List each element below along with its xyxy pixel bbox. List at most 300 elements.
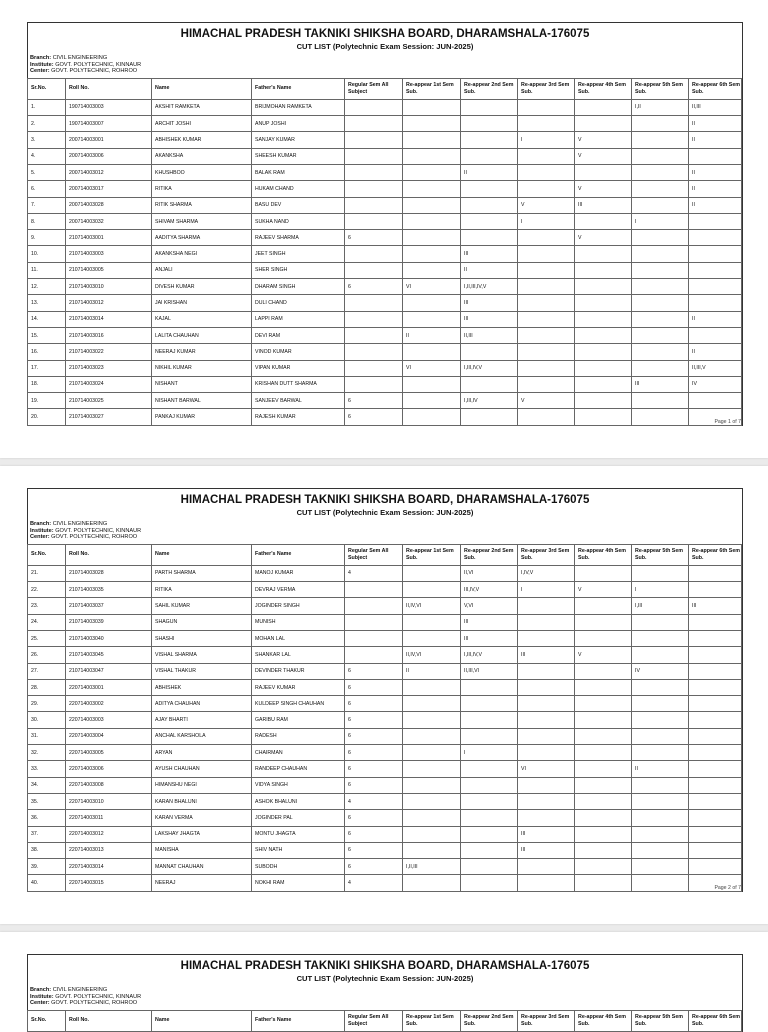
table-cell: IV [632,663,689,679]
table-row [28,728,742,744]
table-cell: 6 [345,745,403,761]
table-cell [689,230,742,246]
table-cell [403,148,461,164]
branch-line [30,521,742,528]
table-cell [575,793,632,809]
table-cell: DIVESH KUMAR [152,279,252,295]
table-cell [632,295,689,311]
table-cell: 14. [28,311,66,327]
table-cell: 7. [28,197,66,213]
table-cell [689,393,742,409]
table-cell: NOKHI RAM [252,875,345,891]
table-row [28,164,742,180]
table-cell [461,712,518,728]
table-cell [518,295,575,311]
table-cell: 220714003013 [66,842,152,858]
table-cell [403,164,461,180]
table-row [28,393,742,409]
column-header: Roll No. [66,1010,152,1031]
table-cell: 4. [28,148,66,164]
table-row [28,663,742,679]
table-cell [689,213,742,229]
table-cell: 210714003024 [66,376,152,392]
table-cell [575,295,632,311]
table-cell [518,745,575,761]
table-cell: RAJESH KUMAR [252,409,345,425]
table-cell: II [461,262,518,278]
table-cell: 210714003003 [66,246,152,262]
table-cell: 6 [345,393,403,409]
center-label: Center: [30,68,50,75]
table-cell [345,246,403,262]
table-cell [518,99,575,115]
center-value: GOVT. POLYTECHNIC, ROHROO [51,534,138,541]
table-cell: 6 [345,409,403,425]
table-cell: SHEESH KUMAR [252,148,345,164]
table-cell: 210714003037 [66,598,152,614]
table-cell: RITIKA [152,181,252,197]
table-cell: 34. [28,777,66,793]
table-cell [518,360,575,376]
table-cell: ABHISHEK [152,679,252,695]
page-2 [0,466,768,924]
table-cell [345,132,403,148]
table-cell [403,409,461,425]
table-cell [461,859,518,875]
table-cell: DULI CHAND [252,295,345,311]
table-cell [518,181,575,197]
column-header: Re-appear 6th Sem Sub. [689,544,742,565]
table-cell [403,116,461,132]
table-cell [632,810,689,826]
table-cell: VI [403,360,461,376]
table-row [28,761,742,777]
table-cell: 220714003008 [66,777,152,793]
table-cell: I [518,213,575,229]
center-line [30,1000,742,1007]
table-cell: 4 [345,793,403,809]
page-3 [0,932,768,1032]
table-cell [518,777,575,793]
table-cell: VISHAL SHARMA [152,647,252,663]
table-cell: DEVI RAM [252,327,345,343]
table-cell: ANJALI [152,262,252,278]
table-cell: 210714003012 [66,295,152,311]
table-cell: I,IV,V [518,565,575,581]
table-cell [632,344,689,360]
table-cell: HIMANSHU NEGI [152,777,252,793]
table-cell [575,810,632,826]
table-cell: VI [403,279,461,295]
table-cell: 6 [345,663,403,679]
table-cell [575,393,632,409]
table-cell [632,311,689,327]
table-cell [345,181,403,197]
column-header: Re-appear 4th Sem Sub. [575,544,632,565]
column-header: Father's Name [252,544,345,565]
table-body [28,565,742,891]
table-body [28,99,742,425]
table-cell: V [518,197,575,213]
table-cell [345,197,403,213]
table-cell: 210714003028 [66,565,152,581]
column-header: Re-appear 2nd Sem Sub. [461,1010,518,1031]
table-cell [632,630,689,646]
table-cell: 23. [28,598,66,614]
column-header: Re-appear 3rd Sem Sub. [518,544,575,565]
table-cell [518,164,575,180]
column-header: Re-appear 4th Sem Sub. [575,78,632,99]
table-cell: SHIV NATH [252,842,345,858]
table-cell: II [689,197,742,213]
column-header: Name [152,544,252,565]
table-cell [403,295,461,311]
table-cell: 200714003017 [66,181,152,197]
table-cell: 38. [28,842,66,858]
table-cell: 11. [28,262,66,278]
table-row [28,230,742,246]
board-title: HIMACHAL PRADESH TAKNIKI SHIKSHA BOARD, DHARAMSHALA-176075 [180,28,590,40]
table-cell [461,793,518,809]
table-cell: 6 [345,728,403,744]
table-cell [345,295,403,311]
table-cell [461,344,518,360]
table-cell: CHAIRMAN [252,745,345,761]
table-cell: JAI KRISHAN [152,295,252,311]
center-value: GOVT. POLYTECHNIC, ROHROO [51,1000,138,1007]
page-1 [0,0,768,458]
table-cell: 17. [28,360,66,376]
column-header: Re-appear 1st Sem Sub. [403,78,461,99]
table-cell [689,663,742,679]
table-cell: 6 [345,826,403,842]
table-cell [345,360,403,376]
column-header: Re-appear 3rd Sem Sub. [518,1010,575,1031]
table-cell: 220714003015 [66,875,152,891]
table-cell: RAJEEV SHARMA [252,230,345,246]
institute-line [30,528,742,535]
table-cell [461,230,518,246]
table-cell: I [518,132,575,148]
table-cell: SHAGUN [152,614,252,630]
table-cell [461,696,518,712]
table-row [28,745,742,761]
table-cell [461,777,518,793]
table-cell [575,246,632,262]
table-cell [689,565,742,581]
table-cell: I [461,745,518,761]
table-cell [403,696,461,712]
table-cell: 210714003022 [66,344,152,360]
table-cell: 28. [28,679,66,695]
table-cell: II [689,132,742,148]
table-cell [518,116,575,132]
table-cell: III,IV,V [461,582,518,598]
column-header: Re-appear 4th Sem Sub. [575,1010,632,1031]
table-cell [575,630,632,646]
table-cell [403,344,461,360]
table-cell: VISHAL THAKUR [152,663,252,679]
table-cell [461,116,518,132]
table-cell: SHER SINGH [252,262,345,278]
table-row [28,99,742,115]
table-row [28,598,742,614]
table-cell [403,262,461,278]
table-cell: V [575,647,632,663]
institute-value: GOVT. POLYTECHNIC, KINNAUR [55,527,142,534]
table-cell: KULDEEP SINGH CHAUHAN [252,696,345,712]
table-cell: 25. [28,630,66,646]
table-row [28,810,742,826]
table-cell: 210714003045 [66,647,152,663]
table-cell: 1. [28,99,66,115]
table-cell: I,III,IV,V [461,647,518,663]
branch-label: Branch: [30,987,52,993]
table-cell: II,VI [461,565,518,581]
table-cell [575,777,632,793]
table-cell: III [461,311,518,327]
table-cell [575,99,632,115]
table-cell [403,376,461,392]
table-cell: 210714003039 [66,614,152,630]
table-cell: 210714003035 [66,582,152,598]
column-header: Sr.No. [28,544,66,565]
table-cell: 40. [28,875,66,891]
table-cell: III [461,295,518,311]
table-cell: II,III,VI [461,663,518,679]
table-cell: 6 [345,761,403,777]
table-cell [403,99,461,115]
table-cell: 190714003003 [66,99,152,115]
table-cell: 15. [28,327,66,343]
table-cell: DEVRAJ VERMA [252,582,345,598]
column-header: Regular Sem All Subject [345,78,403,99]
table-cell [575,213,632,229]
table-cell [632,181,689,197]
table-cell [575,311,632,327]
table-cell [632,859,689,875]
table-cell: 26. [28,647,66,663]
table-cell: V,VI [461,598,518,614]
branch-line [30,987,742,994]
table-cell: III [632,376,689,392]
table-cell [518,279,575,295]
table-cell [575,376,632,392]
table-cell [689,246,742,262]
table-cell: ARCHIT JOSHI [152,116,252,132]
table-cell: III [461,630,518,646]
table-cell: NIKHIL KUMAR [152,360,252,376]
table-cell [575,327,632,343]
table-cell: RITIK SHARMA [152,197,252,213]
table-cell: 210714003005 [66,262,152,278]
center-value: GOVT. POLYTECHNIC, ROHROO [51,68,138,75]
table-cell [461,213,518,229]
column-header: Sr.No. [28,78,66,99]
table-cell: IV [689,376,742,392]
table-row [28,712,742,728]
table-cell: 8. [28,213,66,229]
table-cell [689,859,742,875]
table-cell: RAJEEV KUMAR [252,679,345,695]
table-cell: AJAY BHARTI [152,712,252,728]
institute-line [30,994,742,1001]
table-cell [345,148,403,164]
table-cell: 39. [28,859,66,875]
table-cell [632,246,689,262]
table-cell [575,360,632,376]
table-cell: DEVINDER THAKUR [252,663,345,679]
table-cell: LAPPI RAM [252,311,345,327]
table-cell: 210714003025 [66,393,152,409]
table-cell: 200714003032 [66,213,152,229]
table-cell: 220714003004 [66,728,152,744]
table-cell [575,712,632,728]
table-cell [461,148,518,164]
table-cell [632,826,689,842]
branch-value: CIVIL ENGINEERING [52,521,108,527]
table-cell: I,II [632,99,689,115]
table-row [28,327,742,343]
column-header: Roll No. [66,544,152,565]
table-row [28,132,742,148]
table-cell: 6 [345,679,403,695]
branch-label: Branch: [30,521,52,527]
table-cell: BRIJMOHAN RAMKETA [252,99,345,115]
table-cell [689,793,742,809]
table-cell [689,582,742,598]
table-cell: 210714003023 [66,360,152,376]
table-cell [689,777,742,793]
table-cell: AKANKSHA [152,148,252,164]
table-cell [461,842,518,858]
center-label: Center: [30,534,50,541]
table-row [28,842,742,858]
table-cell [632,409,689,425]
table-cell [575,728,632,744]
table-cell [689,647,742,663]
table-cell: SUKHA NAND [252,213,345,229]
column-header: Re-appear 6th Sem Sub. [689,1010,742,1031]
page-number: Page 2 of 7 [714,885,741,891]
table-cell: KRISHAN DUTT SHARMA [252,376,345,392]
table-cell [632,745,689,761]
table-cell [689,696,742,712]
table-cell: 220714003014 [66,859,152,875]
table-cell: ANUP JOSHI [252,116,345,132]
table-cell: BASU DEV [252,197,345,213]
branch-label: Branch: [30,55,52,61]
table-cell: I,III,IV [461,393,518,409]
table-row [28,344,742,360]
table-cell: 210714003010 [66,279,152,295]
meta-block [28,521,742,541]
table-cell [575,116,632,132]
table-cell [632,679,689,695]
table-cell [632,279,689,295]
table-cell [632,728,689,744]
meta-block [28,987,742,1007]
table-cell: III [461,246,518,262]
table-cell: V [575,148,632,164]
table-cell: 6 [345,712,403,728]
table-cell [575,565,632,581]
table-cell [403,582,461,598]
page-1-frame [27,22,743,426]
table-cell: SANJAY KUMAR [252,132,345,148]
table-header-row [28,78,742,99]
table-cell: 200714003028 [66,197,152,213]
table-cell: MONTU JHAGTA [252,826,345,842]
cut-list-table [27,544,742,892]
table-cell: 220714003003 [66,712,152,728]
table-cell [575,859,632,875]
table-cell: V [575,230,632,246]
column-header: Name [152,1010,252,1031]
table-cell [403,842,461,858]
table-cell [575,164,632,180]
table-cell: 18. [28,376,66,392]
table-cell [403,745,461,761]
table-cell: JOGINDER SINGH [252,598,345,614]
table-cell [461,132,518,148]
page-3-frame [27,954,743,1032]
table-cell: 6 [345,810,403,826]
table-cell: LAKSHAY JHAGTA [152,826,252,842]
table-cell [632,132,689,148]
table-cell [575,842,632,858]
table-cell [403,393,461,409]
table-cell [461,679,518,695]
table-cell [632,360,689,376]
table-cell [518,630,575,646]
table-cell: VIDYA SINGH [252,777,345,793]
table-cell: I [518,582,575,598]
table-cell [403,230,461,246]
table-cell [689,810,742,826]
table-cell: LALITA CHAUHAN [152,327,252,343]
table-cell: 21. [28,565,66,581]
table-cell: 19. [28,393,66,409]
table-cell: AKANKSHA NEGI [152,246,252,262]
table-cell: 37. [28,826,66,842]
column-header: Father's Name [252,1010,345,1031]
table-cell: 27. [28,663,66,679]
table-cell: III [689,598,742,614]
table-cell [345,376,403,392]
column-header: Re-appear 2nd Sem Sub. [461,78,518,99]
table-cell: 6 [345,777,403,793]
table-row [28,679,742,695]
table-cell [345,614,403,630]
table-cell [518,663,575,679]
table-cell: 220714003006 [66,761,152,777]
table-cell [518,728,575,744]
column-header: Father's Name [252,78,345,99]
center-line [30,534,742,541]
table-cell: MUNISH [252,614,345,630]
table-cell [575,761,632,777]
table-cell: KARAN VERMA [152,810,252,826]
table-row [28,246,742,262]
table-cell: KARAN BHALUNI [152,793,252,809]
table-cell: 36. [28,810,66,826]
board-title: HIMACHAL PRADESH TAKNIKI SHIKSHA BOARD, DHARAMSHALA-176075 [180,494,590,506]
table-cell: 220714003011 [66,810,152,826]
table-cell: III [461,614,518,630]
table-cell: AYUSH CHAUHAN [152,761,252,777]
table-cell [689,295,742,311]
